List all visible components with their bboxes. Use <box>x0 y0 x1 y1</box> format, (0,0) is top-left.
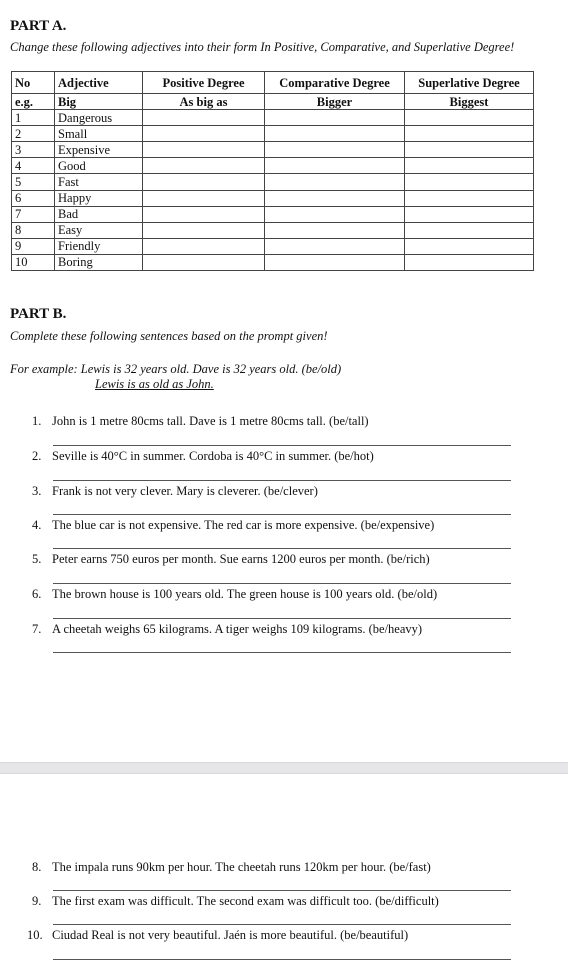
question-text: The first exam was difficult. The second exam was difficult too. (be/difficult) <box>52 894 439 908</box>
question-1 <box>32 414 369 429</box>
answer-line-2[interactable] <box>53 480 511 481</box>
cell-comparative-blank[interactable] <box>265 206 405 222</box>
cell-no: 2 <box>12 126 55 142</box>
question-number: 9. <box>32 894 42 908</box>
cell-no: 5 <box>12 174 55 190</box>
cell-adjective: Expensive <box>55 142 143 158</box>
cell-positive-blank[interactable] <box>143 238 265 254</box>
table-row <box>12 142 534 158</box>
question-6 <box>32 587 437 602</box>
cell-adjective: Easy <box>55 222 143 238</box>
question-7 <box>32 622 422 637</box>
table-row <box>12 158 534 174</box>
cell-positive-blank[interactable] <box>143 126 265 142</box>
question-text: Ciudad Real is not very beautiful. Jaén is more beautiful. (be/beautiful) <box>52 928 409 942</box>
example-prompt: For example: Lewis is 32 years old. Dave is 32 years old. (be/old) <box>10 362 342 376</box>
question-10 <box>27 928 408 943</box>
answer-line-9[interactable] <box>53 924 511 925</box>
table-row <box>12 126 534 142</box>
cell-no: 3 <box>12 142 55 158</box>
cell-no: 8 <box>12 222 55 238</box>
cell-comparative-blank[interactable] <box>265 126 405 142</box>
cell-adjective: Friendly <box>55 238 143 254</box>
table-row <box>12 254 534 270</box>
cell-superlative-blank[interactable] <box>405 238 534 254</box>
cell-positive-blank[interactable] <box>143 190 265 206</box>
cell-comparative-blank[interactable] <box>265 222 405 238</box>
cell-comparative-blank[interactable] <box>265 142 405 158</box>
header-adjective: Adjective <box>55 72 143 94</box>
question-9 <box>32 894 439 909</box>
cell-superlative-blank[interactable] <box>405 142 534 158</box>
cell-superlative: Biggest <box>405 94 534 110</box>
question-text: John is 1 metre 80cms tall. Dave is 1 metre 80cms tall. (be/tall) <box>52 414 369 428</box>
question-text: A cheetah weighs 65 kilograms. A tiger weighs 109 kilograms. (be/heavy) <box>52 622 423 636</box>
cell-comparative-blank[interactable] <box>265 190 405 206</box>
page-break-divider <box>0 762 568 774</box>
cell-superlative-blank[interactable] <box>405 158 534 174</box>
answer-line-7[interactable] <box>53 652 511 653</box>
example-row <box>12 94 534 110</box>
table-row <box>12 238 534 254</box>
question-text: Seville is 40°C in summer. Cordoba is 40°C in summer. (be/hot) <box>52 449 374 463</box>
question-text: The blue car is not expensive. The red car is more expensive. (be/expensive) <box>52 518 435 532</box>
cell-no: e.g. <box>12 94 55 110</box>
cell-no: 10 <box>12 254 55 270</box>
cell-superlative-blank[interactable] <box>405 174 534 190</box>
header-positive: Positive Degree <box>143 72 265 94</box>
cell-superlative-blank[interactable] <box>405 110 534 126</box>
question-number: 2. <box>32 449 42 463</box>
cell-no: 1 <box>12 110 55 126</box>
cell-positive-blank[interactable] <box>143 222 265 238</box>
cell-superlative-blank[interactable] <box>405 206 534 222</box>
cell-adjective: Dangerous <box>55 110 143 126</box>
table-row <box>12 190 534 206</box>
cell-no: 7 <box>12 206 55 222</box>
question-4 <box>32 518 434 533</box>
part-b-title: PART B. <box>10 306 67 322</box>
cell-superlative-blank[interactable] <box>405 190 534 206</box>
cell-comparative-blank[interactable] <box>265 158 405 174</box>
cell-positive: As big as <box>143 94 265 110</box>
answer-line-3[interactable] <box>53 514 511 515</box>
part-a-instruction: Change these following adjectives into their form In Positive, Comparative, and Superlative Degree! <box>10 40 515 54</box>
question-number: 8. <box>32 860 42 874</box>
question-8 <box>32 860 431 875</box>
answer-line-4[interactable] <box>53 548 511 549</box>
cell-positive-blank[interactable] <box>143 142 265 158</box>
cell-superlative-blank[interactable] <box>405 254 534 270</box>
question-text: Peter earns 750 euros per month. Sue earns 1200 euros per month. (be/rich) <box>52 552 430 566</box>
cell-adjective: Big <box>55 94 143 110</box>
answer-line-6[interactable] <box>53 618 511 619</box>
answer-line-1[interactable] <box>53 445 511 446</box>
cell-comparative-blank[interactable] <box>265 238 405 254</box>
cell-positive-blank[interactable] <box>143 158 265 174</box>
table-row <box>12 174 534 190</box>
question-2 <box>32 449 374 464</box>
cell-positive-blank[interactable] <box>143 206 265 222</box>
question-text: The impala runs 90km per hour. The cheetah runs 120km per hour. (be/fast) <box>52 860 431 874</box>
table-row <box>12 222 534 238</box>
table-row <box>12 206 534 222</box>
cell-adjective: Good <box>55 158 143 174</box>
table-header-row <box>12 72 534 94</box>
example-answer: Lewis is as old as John. <box>95 377 214 391</box>
part-a-title: PART A. <box>10 18 67 34</box>
question-number: 1. <box>32 414 42 428</box>
header-comparative: Comparative Degree <box>265 72 405 94</box>
header-no: No <box>12 72 55 94</box>
cell-no: 4 <box>12 158 55 174</box>
question-number: 3. <box>32 484 42 498</box>
cell-adjective: Fast <box>55 174 143 190</box>
part-b-instruction: Complete these following sentences based on the prompt given! <box>10 329 328 343</box>
cell-adjective: Boring <box>55 254 143 270</box>
cell-comparative-blank[interactable] <box>265 174 405 190</box>
cell-positive-blank[interactable] <box>143 254 265 270</box>
cell-positive-blank[interactable] <box>143 110 265 126</box>
cell-comparative: Bigger <box>265 94 405 110</box>
question-number: 6. <box>32 587 42 601</box>
question-number: 5. <box>32 552 42 566</box>
cell-no: 6 <box>12 190 55 206</box>
cell-adjective: Bad <box>55 206 143 222</box>
cell-comparative-blank[interactable] <box>265 110 405 126</box>
question-3 <box>32 484 318 499</box>
header-superlative: Superlative Degree <box>405 72 534 94</box>
cell-comparative-blank[interactable] <box>265 254 405 270</box>
cell-no: 9 <box>12 238 55 254</box>
answer-line-8[interactable] <box>53 890 511 891</box>
question-text: The brown house is 100 years old. The green house is 100 years old. (be/old) <box>52 587 438 601</box>
cell-superlative-blank[interactable] <box>405 126 534 142</box>
cell-adjective: Small <box>55 126 143 142</box>
question-5 <box>32 552 430 567</box>
answer-line-10[interactable] <box>53 959 511 960</box>
table-row <box>12 110 534 126</box>
cell-positive-blank[interactable] <box>143 174 265 190</box>
adjective-table <box>11 71 534 271</box>
cell-adjective: Happy <box>55 190 143 206</box>
answer-line-5[interactable] <box>53 583 511 584</box>
cell-superlative-blank[interactable] <box>405 222 534 238</box>
question-number: 10. <box>27 928 43 942</box>
question-number: 4. <box>32 518 42 532</box>
question-text: Frank is not very clever. Mary is cleverer. (be/clever) <box>52 484 318 498</box>
question-number: 7. <box>32 622 42 636</box>
